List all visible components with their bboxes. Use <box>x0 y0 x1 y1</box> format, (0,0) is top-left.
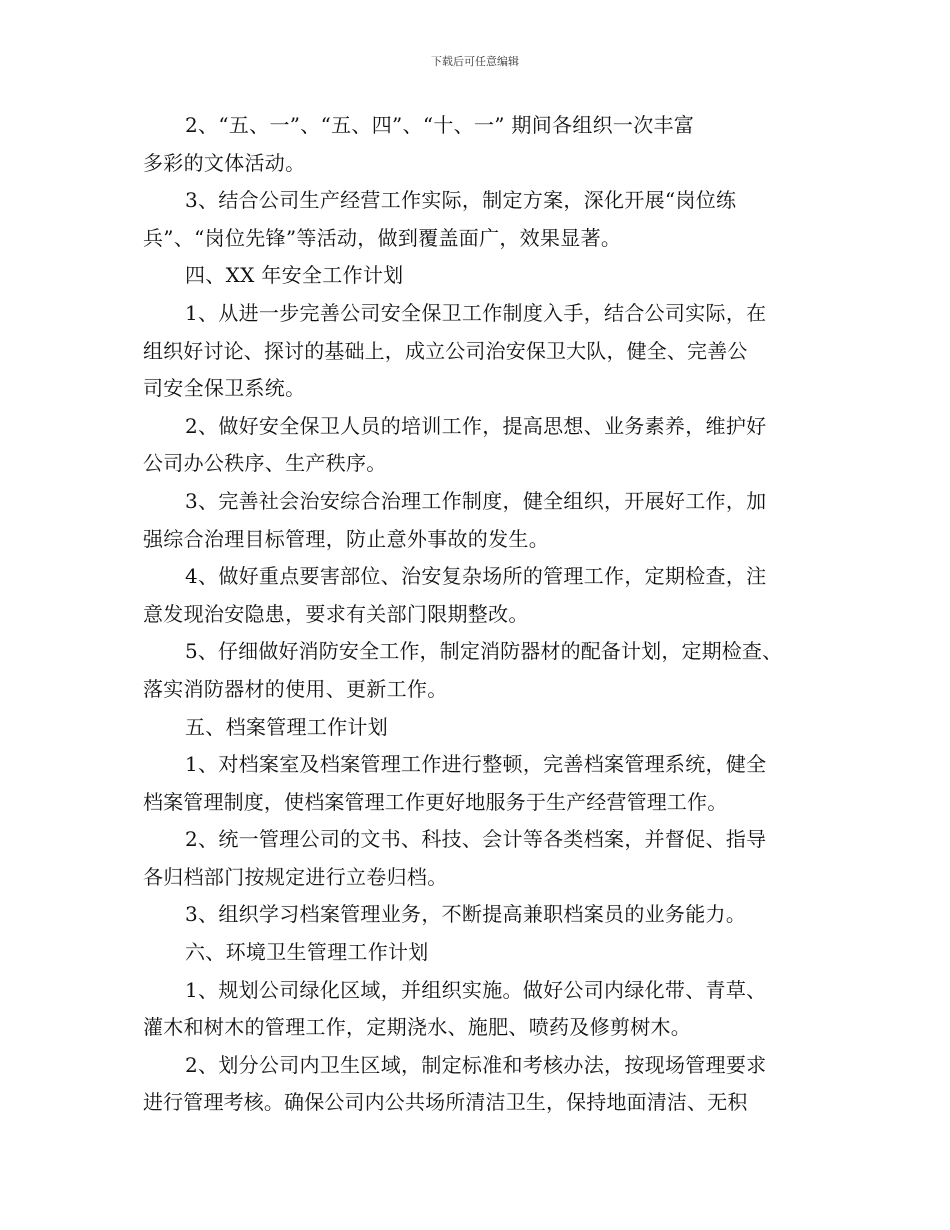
paragraph-line: 司安全保卫系统。 <box>143 376 306 401</box>
paragraph-line: 落实消防器材的使用、更新工作。 <box>143 676 448 701</box>
paragraph-line: 1、从进一步完善公司安全保卫工作制度入手，结合公司实际，在 <box>185 300 767 325</box>
paragraph-line: 进行管理考核。确保公司内公共场所清洁卫生，保持地面清洁、无积 <box>143 1090 748 1115</box>
paragraph-line: 兵”、“岗位先锋”等活动，做到覆盖面广，效果显著。 <box>143 225 622 250</box>
section-heading: 四、XX 年安全工作计划 <box>185 263 404 288</box>
section-heading: 六、环境卫生管理工作计划 <box>185 940 429 965</box>
paragraph-line: 3、结合公司生产经营工作实际，制定方案，深化开展“岗位练 <box>185 188 737 213</box>
paragraph-line: 3、完善社会治安综合治理工作制度，健全组织，开展好工作，加 <box>185 488 767 513</box>
paragraph-line: 灌木和树木的管理工作，定期浇水、施肥、喷药及修剪树木。 <box>143 1015 692 1040</box>
section-heading: 五、档案管理工作计划 <box>185 714 388 739</box>
paragraph-line: 1、对档案室及档案管理工作进行整顿，完善档案管理系统，健全 <box>185 752 767 777</box>
paragraph-line: 强综合治理目标管理，防止意外事故的发生。 <box>143 526 549 551</box>
paragraph-line: 4、做好重点要害部位、治安复杂场所的管理工作，定期检查，注 <box>185 564 767 589</box>
paragraph-line: 公司办公秩序、生产秩序。 <box>143 451 387 476</box>
page-header: 下载后可任意编辑 <box>431 55 519 68</box>
paragraph-line: 组织好讨论、探讨的基础上，成立公司治安保卫大队，健全、完善公 <box>143 338 748 363</box>
paragraph-line: 意发现治安隐患，要求有关部门限期整改。 <box>143 601 529 626</box>
paragraph-line: 3、组织学习档案管理业务，不断提高兼职档案员的业务能力。 <box>185 902 747 927</box>
paragraph-line: 档案管理制度，使档案管理工作更好地服务于生产经营管理工作。 <box>143 789 728 814</box>
paragraph-line: 2、划分公司内卫生区域，制定标准和考核办法，按现场管理要求 <box>185 1052 767 1077</box>
paragraph-line: 5、仔细做好消防安全工作，制定消防器材的配备计划，定期检查、 <box>185 639 783 664</box>
paragraph-line: 各归档部门按规定进行立卷归档。 <box>143 864 448 889</box>
paragraph-line: 1、规划公司绿化区域，并组织实施。做好公司内绿化带、青草、 <box>185 977 767 1002</box>
paragraph-line: 2、做好安全保卫人员的培训工作，提高思想、业务素养，维护好 <box>185 413 767 438</box>
paragraph-line: 2、“五、一”、“五、四”、“十、一” 期间各组织一次丰富 <box>185 113 695 137</box>
paragraph-line: 2、统一管理公司的文书、科技、会计等各类档案，并督促、指导 <box>185 827 767 852</box>
document-body <box>143 107 813 1122</box>
paragraph-line: 多彩的文体活动。 <box>143 150 306 175</box>
